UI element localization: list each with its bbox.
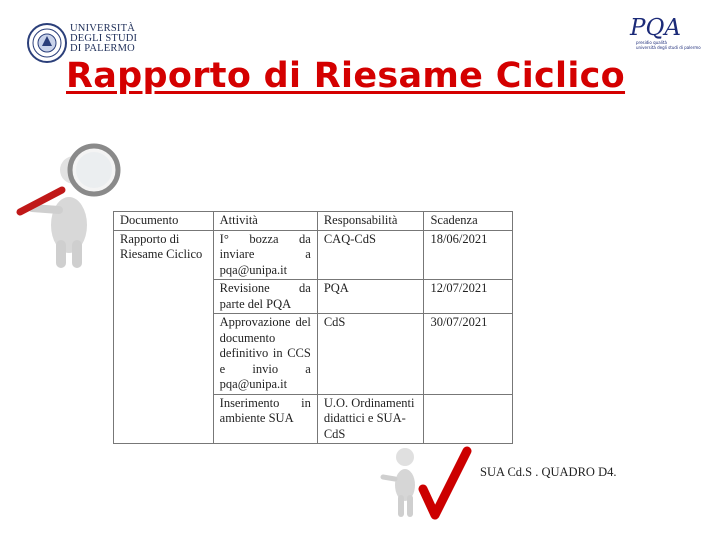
person-magnifier-icon	[14, 130, 124, 270]
responsibility-cell: CAQ-CdS	[317, 230, 424, 280]
header-documento: Documento	[114, 212, 214, 231]
activity-cell: Approvazione del documento definitivo in CCS e invio a pqa@unipa.it	[213, 314, 317, 395]
header-responsabilita: Responsabilità	[317, 212, 424, 231]
header-attivita: Attività	[213, 212, 317, 231]
deadline-cell	[424, 394, 513, 444]
university-name-line2: DEGLI STUDI	[70, 33, 138, 44]
deadline-cell: 18/06/2021	[424, 230, 513, 280]
activity-cell: Inserimento in ambiente SUA	[213, 394, 317, 444]
table-row	[114, 230, 513, 280]
university-name-line3: DI PALERMO	[70, 43, 135, 54]
university-name-line1: UNIVERSITÀ	[70, 23, 135, 34]
activity-cell: I° bozza da inviare a pqa@unipa.it	[213, 230, 317, 280]
table-header-row	[114, 212, 513, 231]
pqa-logo-subtitle-1: presidio qualità	[636, 40, 667, 45]
page-title: Rapporto di Riesame Ciclico	[66, 56, 626, 96]
deadline-cell: 30/07/2021	[424, 314, 513, 395]
person-checkmark-icon	[375, 445, 475, 520]
university-seal-icon	[26, 22, 68, 64]
header-scadenza: Scadenza	[424, 212, 513, 231]
responsibility-cell: U.O. Ordinamenti didattici e SUA-CdS	[317, 394, 424, 444]
activity-cell: Revisione da parte del PQA	[213, 280, 317, 314]
responsibility-cell: PQA	[317, 280, 424, 314]
pqa-logo	[630, 16, 702, 64]
footer-note: SUA Cd.S . QUADRO D4.	[480, 465, 617, 479]
document-name-cell: Rapporto di Riesame Ciclico	[114, 230, 214, 444]
pqa-logo-subtitle-2: università degli studi di palermo	[636, 45, 701, 50]
responsibility-cell: CdS	[317, 314, 424, 395]
schedule-table	[113, 211, 513, 444]
pqa-logo-title: PQA	[630, 15, 681, 41]
deadline-cell: 12/07/2021	[424, 280, 513, 314]
